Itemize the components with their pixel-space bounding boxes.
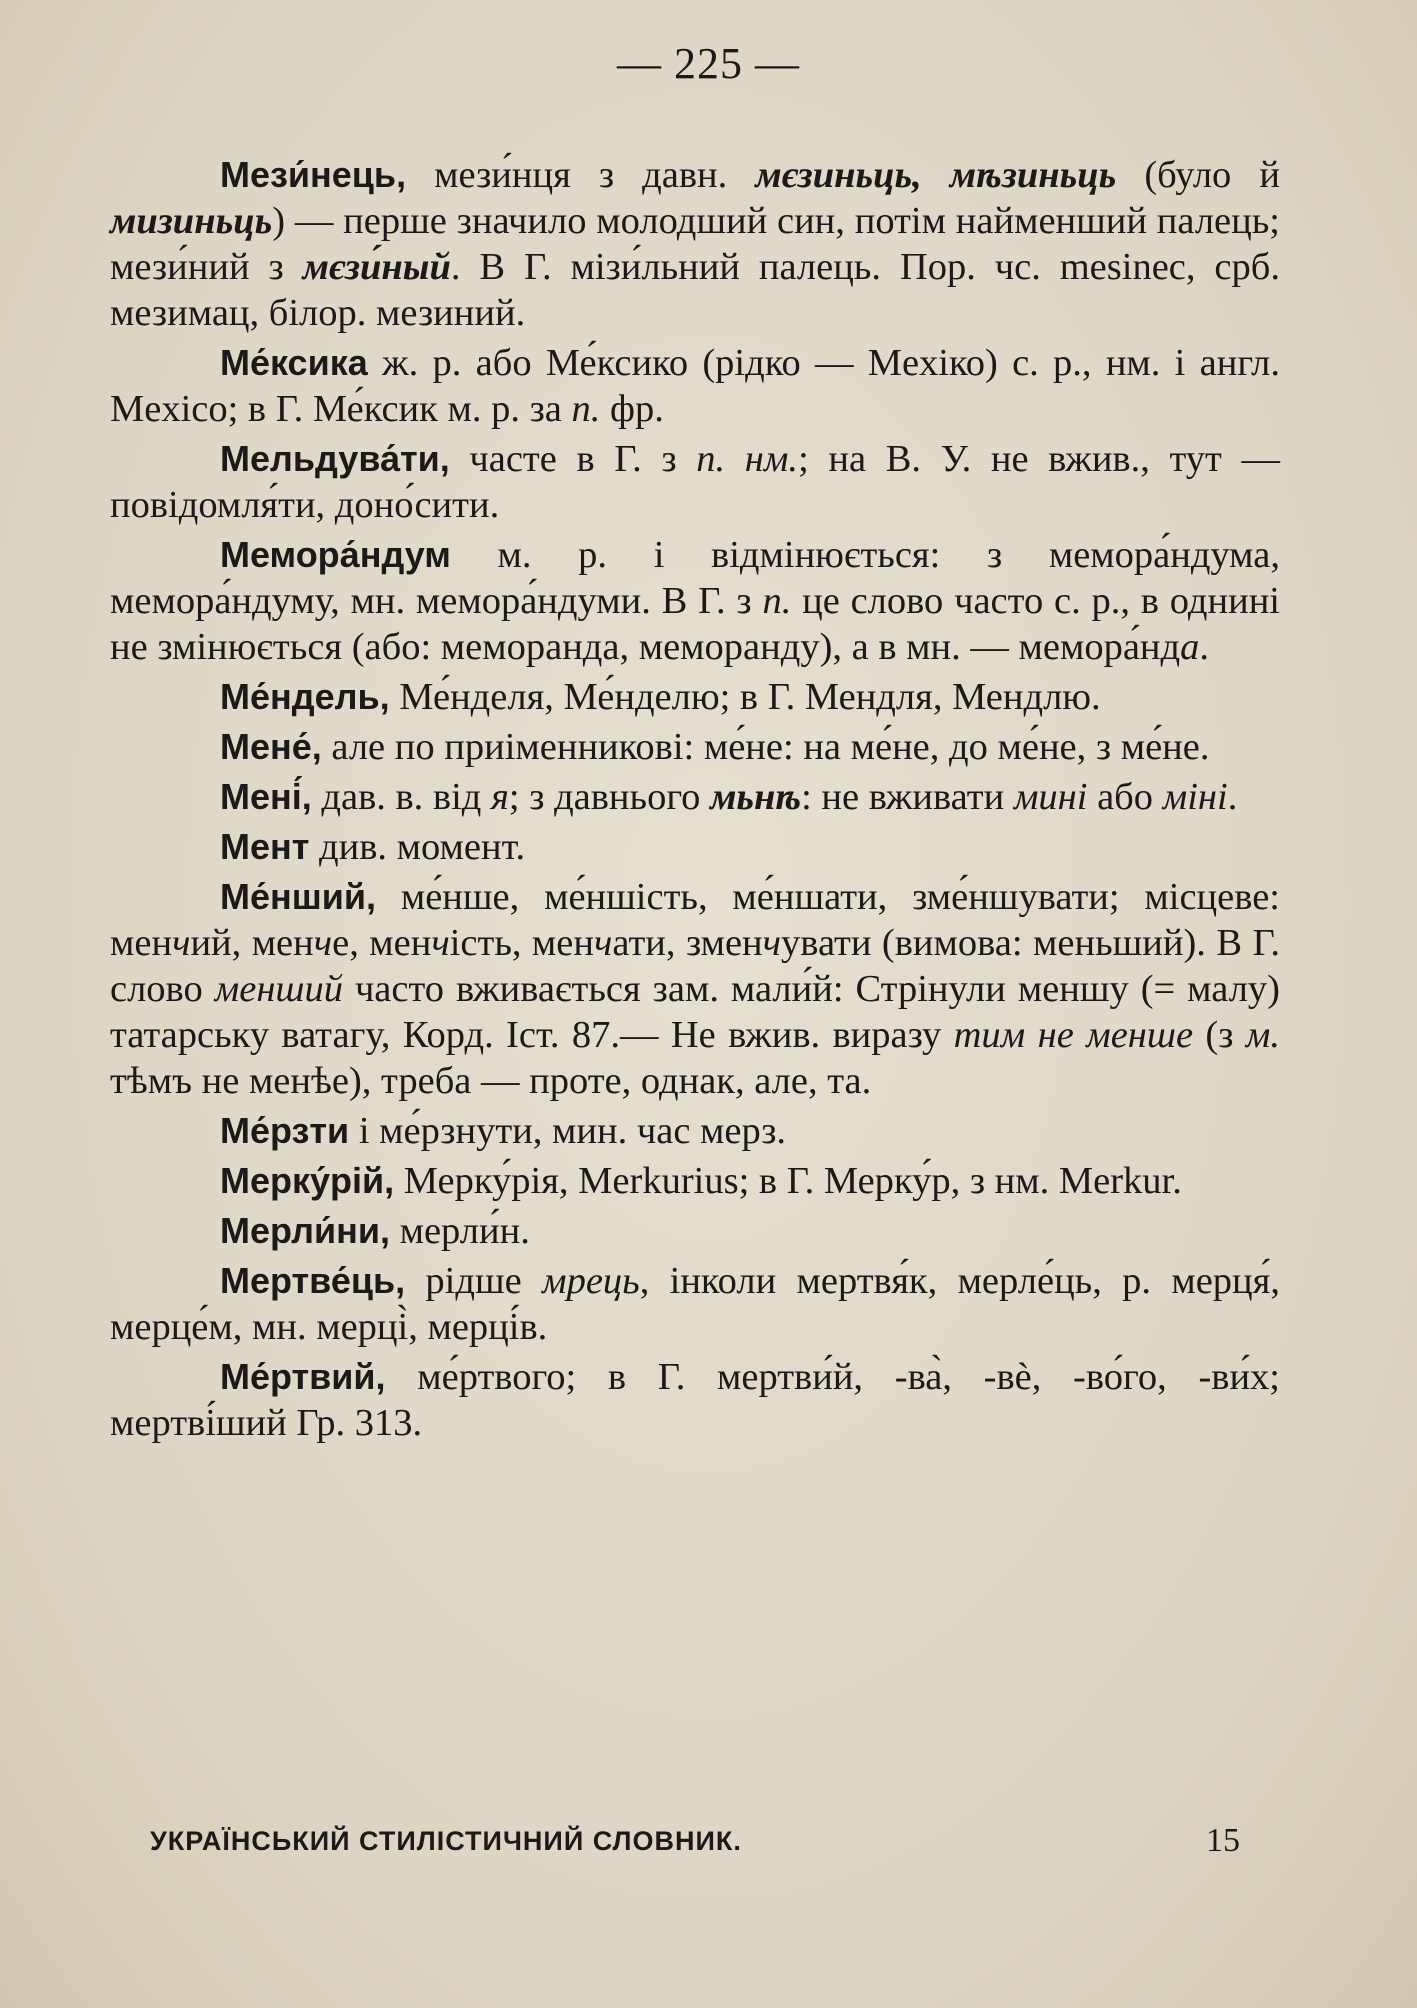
italic-text: ч	[594, 922, 613, 964]
dictionary-entry	[110, 436, 1280, 528]
italic-text: ч	[762, 922, 782, 964]
entry-text: е, мен	[332, 922, 432, 964]
italic-text: п. нм.	[696, 438, 799, 480]
entry-text: : не вживати	[801, 776, 1014, 818]
entry-text: і ме́рзнути, мин. час мерз.	[349, 1110, 787, 1152]
entry-text: увати (вимова: меньший). В Г. слово	[110, 922, 1280, 1010]
italic-text: я	[491, 776, 509, 818]
entry-headword: Ме́ндель,	[220, 676, 390, 717]
entry-headword: Мельдува́ти,	[220, 438, 450, 479]
entry-headword: Мерли́ни,	[220, 1210, 390, 1251]
entry-text: ме́нше, ме́ншість, ме́ншати, зме́ншувати; місцеве: мен	[110, 876, 1280, 964]
entry-headword: Мені́,	[220, 776, 312, 817]
dictionary-entry	[110, 874, 1280, 1104]
old-form: мєзи́ный	[302, 246, 451, 288]
dictionary-entry	[110, 1108, 1280, 1154]
entry-text: часте в Г. з	[449, 438, 697, 480]
entry-text: але по приіменникові: ме́не: на ме́не, до ме́не, з ме́не.	[321, 726, 1210, 768]
old-form: мєзиньць, мѣзиньць	[755, 154, 1117, 196]
entry-text: ати, змен	[612, 922, 763, 964]
italic-text: мині	[1013, 776, 1088, 818]
page-number: — 225 —	[617, 39, 800, 88]
entry-text: рідше	[405, 1260, 542, 1302]
italic-text: п.	[571, 388, 601, 430]
italic-text: а	[1180, 626, 1200, 668]
entry-text: або	[1087, 776, 1163, 818]
dictionary-entry	[110, 824, 1280, 870]
entry-text: мези́нця з давн.	[406, 154, 756, 196]
italic-text: м.	[1245, 1014, 1280, 1056]
entry-text: ) — перше значило молодший син, потім найменший палець; мези́ний з	[110, 200, 1280, 288]
entry-headword: Ме́ртвий,	[220, 1356, 386, 1397]
dictionary-entry	[110, 340, 1280, 432]
entry-text: ий, мен	[190, 922, 314, 964]
entry-text: .	[1227, 776, 1238, 818]
entry-text: Ме́нделя, Ме́нделю; в Г. Мендля, Мендлю.	[389, 676, 1101, 718]
signature-number: 15	[1206, 1822, 1240, 1859]
entry-headword: Мемора́ндум	[220, 534, 451, 575]
italic-text: міні	[1162, 776, 1228, 818]
entry-headword: Ме́рзти	[220, 1110, 350, 1151]
italic-text: ч	[313, 922, 333, 964]
entry-text: ме́ртвого; в Г. мертви́й, -ва̀, -вѐ, -во́го, -ви́х; мертві́ший Гр. 313.	[110, 1356, 1280, 1444]
entry-headword: Ме́ксика	[220, 342, 368, 383]
italic-text: менший	[214, 968, 343, 1010]
entry-headword: Мент	[220, 826, 310, 867]
entry-headword: Мертве́ць,	[220, 1260, 406, 1301]
entry-headword: Ме́нший,	[220, 876, 377, 917]
old-form: мьнѣ	[710, 776, 802, 818]
italic-text: ч	[431, 922, 450, 964]
entry-text: ; з давнього	[508, 776, 711, 818]
dictionary-entry	[110, 1354, 1280, 1446]
entry-text: ість, мен	[449, 922, 594, 964]
entry-text: тѣмъ не менѣе), треба — проте, однак, але, та.	[110, 1060, 872, 1102]
italic-text: мрець	[542, 1260, 640, 1302]
entry-text: ж. р. або Ме́ксико (рідко — Mexiко) с. р., нм. і англ. Mexico; в Г. Ме́ксик м. р. за	[110, 342, 1280, 430]
dictionary-entry	[110, 1158, 1280, 1204]
entry-text: див. момент.	[309, 826, 526, 868]
italic-text: ч	[172, 922, 191, 964]
dictionary-entry	[110, 774, 1280, 820]
entry-text: це слово часто с. р., в однині не змінюється (або: меморанда, меморанду), а в мн. — мемора́нд	[110, 580, 1280, 668]
entry-text: мерли́н.	[389, 1210, 530, 1252]
dictionary-entries	[110, 152, 1280, 1450]
entry-text: (було й	[1116, 154, 1280, 196]
entry-text: часто вживається зам. мали́й: Стрінули меншу (= малу) татарську ватагу, Корд. Іст. 87.— Не вжив. виразу	[110, 968, 1280, 1056]
entry-text: м. р. і відмінюється: з мемора́ндума, мемора́ндуму, мн. мемора́ндуми. В Г. з	[110, 534, 1280, 622]
entry-text: Мерку́рія, Merkurius; в Г. Мерку́р, з нм. Merkur.	[394, 1160, 1182, 1202]
entry-text: фр.	[600, 388, 664, 430]
entry-text: .	[1199, 626, 1209, 668]
dictionary-entry	[110, 724, 1280, 770]
italic-text: п.	[762, 580, 792, 622]
footer-title: УКРАЇНСЬКИЙ СТИЛІСТИЧНИЙ СЛОВНИК.	[150, 1826, 742, 1856]
entry-headword: Мене́,	[220, 726, 322, 767]
page-footer	[150, 1822, 1240, 1862]
italic-text: тим не менше	[953, 1014, 1194, 1056]
dictionary-entry	[110, 1258, 1280, 1350]
entry-text: (з	[1193, 1014, 1246, 1056]
dictionary-entry	[110, 532, 1280, 670]
entry-text: ; на В. У. не вжив., тут — повідомля́ти, доно́сити.	[110, 438, 1280, 526]
entry-text: , інколи мертвя́к, мерле́ць, р. мерця́, мерце́м, мн. мерці̀, мерці́в.	[110, 1260, 1280, 1348]
dictionary-entry	[110, 152, 1280, 336]
dictionary-entry	[110, 1208, 1280, 1254]
entry-text: дав. в. від	[311, 776, 492, 818]
old-form: мизиньць	[110, 200, 273, 242]
entry-text: . В Г. мізи́льний палець. Пор. чс. mesinec, срб. мезимац, білор. мезиний.	[110, 246, 1280, 334]
dictionary-entry	[110, 674, 1280, 720]
entry-headword: Мези́нець,	[220, 154, 407, 195]
entry-headword: Мерку́рій,	[220, 1160, 395, 1201]
